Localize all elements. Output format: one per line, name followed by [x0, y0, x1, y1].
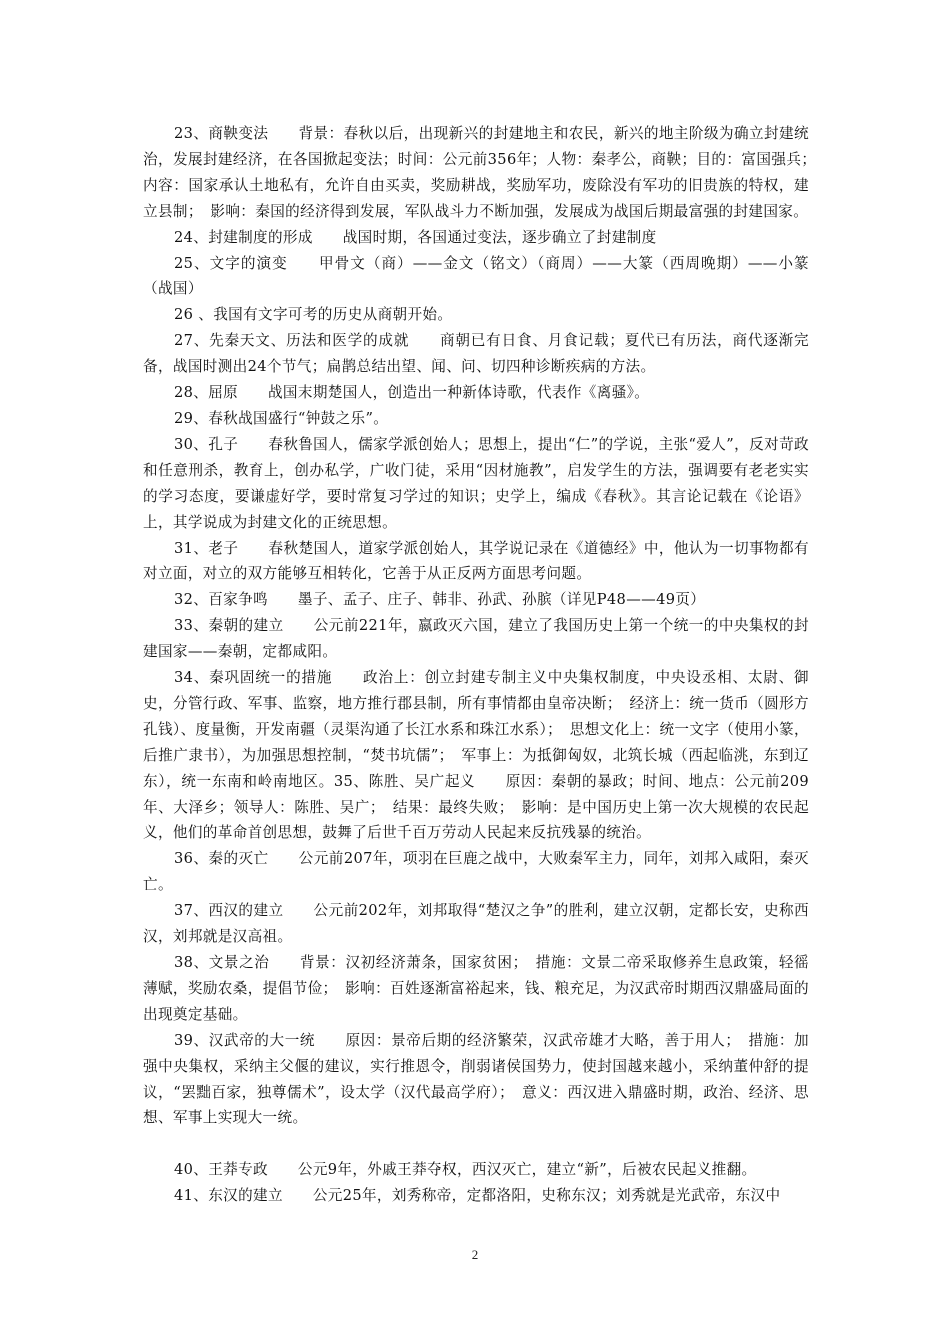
paragraph-23: 23、商鞅变法 背景：春秋以后，出现新兴的封建地主和农民，新兴的地主阶级为确立封建统治，发展封建经济，在各国掀起变法；时间：公元前356年；人物：秦孝公，商鞅；目的：富国强兵； 内容：国家承认土地私有，允许自由买卖，奖励耕战，奖励军功，废除没有军功的旧贵族的特权，建立县制； 影响：秦国的经济得到发展，军队战斗力不断加强，发展成为战国后期最富强的封建国家。 [143, 125, 824, 220]
paragraph-24: 24、封建制度的形成 战国时期，各国通过变法，逐步确立了封建制度 [174, 228, 657, 246]
blank-line [143, 1131, 809, 1157]
paragraph-33: 33、秦朝的建立 公元前221年，嬴政灭六国，建立了我国历史上第一个统一的中央集权的封建国家——秦朝，定都咸阳。 [143, 617, 809, 661]
paragraph-29: 29、春秋战国盛行“钟鼓之乐”。 [174, 409, 389, 427]
paragraph-37: 37、西汉的建立 公元前202年，刘邦取得“楚汉之争”的胜利，建立汉朝，定都长安，史称西汉，刘邦就是汉高祖。 [143, 902, 809, 946]
paragraph-40: 40、王莽专政 公元9年，外戚王莽夺权，西汉灭亡，建立“新”，后被农民起义推翻。 [174, 1161, 757, 1179]
paragraph-26: 26 、我国有文字可考的历史从商朝开始。 [174, 306, 453, 324]
paragraph-25: 25、文字的演变 甲骨文（商）——金文（铭文）（商周）——大篆（西周晚期）——小篆（战国） [143, 254, 809, 298]
paragraph-39: 39、汉武帝的大一统 原因：景帝后期的经济繁荣，汉武帝雄才大略，善于用人； 措施：加强中央集权，采纳主父偃的建议，实行推恩令，削弱诸侯国势力，使封国越来越小，采纳董仲舒的提议，“罢黜百家，独尊儒术”，设太学（汉代最高学府）； 意义：西汉进入鼎盛时期，政治、经济、思想、军事上实现大一统。 [143, 1031, 809, 1127]
paragraph-38: 38、文景之治 背景：汉初经济萧条，国家贫困； 措施：文景二帝采取修养生息政策，轻徭薄赋，奖励农桑，提倡节俭； 影响：百姓逐渐富裕起来，钱、粮充足，为汉武帝时期西汉鼎盛局面的出现奠定基础。 [143, 954, 809, 1023]
paragraph-28: 28、屈原 战国末期楚国人，创造出一种新体诗歌，代表作《离骚》。 [174, 384, 650, 402]
paragraph-27: 27、先秦天文、历法和医学的成就 商朝已有日食、月食记载；夏代已有历法，商代逐渐完备，战国时测出24个节气；扁鹊总结出望、闻、问、切四种诊断疾病的方法。 [143, 332, 809, 376]
paragraph-41: 41、东汉的建立 公元25年，刘秀称帝，定都洛阳，史称东汉；刘秀就是光武帝，东汉中 [174, 1187, 781, 1205]
page-number: 2 [471, 1247, 479, 1262]
paragraph-30: 30、孔子 春秋鲁国人，儒家学派创始人；思想上，提出“仁”的学说，主张“爱人”，反对苛政和任意刑杀，教育上，创办私学，广收门徒，采用“因材施教”，启发学生的方法，强调要有老老实实的学习态度，要谦虚好学，要时常复习学过的知识；史学上，编成《春秋》。其言论记载在《论语》上，其学说成为封建文化的正统思想。 [143, 435, 809, 531]
page-body [143, 121, 824, 1209]
paragraph-32: 32、百家争鸣 墨子、孟子、庄子、韩非、孙武、孙膑（详见P48——49页） [174, 591, 706, 609]
paragraph-34-35: 34、秦巩固统一的措施 政治上：创立封建专制主义中央集权制度，中央设丞相、太尉、御史，分管行政、军事、监察，地方推行郡县制，所有事情都由皇帝决断； 经济上：统一货币（圆形方孔钱）、度量衡，开发南疆（灵渠沟通了长江水系和珠江水系）； 思想文化上：统一文字（使用小篆，后推广隶书），为加强思想控制，“焚书坑儒”； 军事上：为抵御匈奴，北筑长城（西起临洮，东到辽东），统一东南和岭南地区。35、陈胜、吴广起义 原因：秦朝的暴政；时间、地点：公元前209年、大泽乡；领导人：陈胜、吴广； 结果：最终失败； 影响：是中国历史上第一次大规模的农民起义，他们的革命首创思想，鼓舞了后世千百万劳动人民起来反抗残暴的统治。 [143, 669, 809, 842]
paragraph-31: 31、老子 春秋楚国人，道家学派创始人，其学说记录在《道德经》中，他认为一切事物都有对立面，对立的双方能够互相转化，它善于从正反两方面思考问题。 [143, 539, 809, 583]
paragraph-36: 36、秦的灭亡 公元前207年，项羽在巨鹿之战中，大败秦军主力，同年，刘邦入咸阳，秦灭亡。 [143, 850, 809, 894]
